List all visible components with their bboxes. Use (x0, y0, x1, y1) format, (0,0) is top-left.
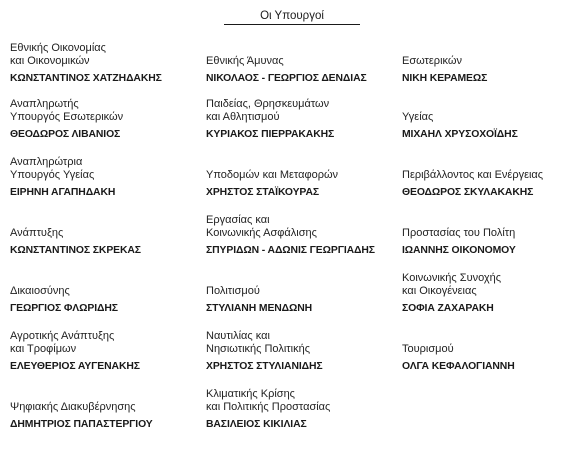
ministry-title-line: Κοινωνικής Συνοχής (402, 272, 502, 284)
ministry-title-line: Κοινωνικής Ασφάλισης (206, 227, 317, 239)
minister-entry (402, 169, 566, 199)
ministry-title-line: Εργασίας και (206, 214, 270, 226)
ministry-title (206, 169, 386, 182)
ministry-title-line: Ψηφιακής Διακυβέρνησης (10, 401, 136, 413)
minister-entry (10, 156, 190, 199)
ministry-title (206, 98, 386, 124)
minister-entry (10, 42, 190, 85)
ministry-title-line: Αναπληρώτρια (10, 156, 83, 168)
minister-name: ΓΕΩΡΓΙΟΣ ΦΛΩΡΙΔΗΣ (10, 303, 118, 314)
minister-name: ΘΕΟΔΩΡΟΣ ΣΚΥΛΑΚΑΚΗΣ (402, 187, 534, 198)
ministry-title-line: και Τροφίμων (10, 343, 77, 355)
minister-entry (10, 227, 190, 257)
minister-entry (10, 401, 190, 431)
ministry-title-line: Κλιματικής Κρίσης (206, 388, 295, 400)
ministry-title (402, 55, 566, 68)
ministry-title (10, 285, 190, 298)
ministry-title-line: Νησιωτικής Πολιτικής (206, 343, 310, 355)
minister-entry (206, 169, 386, 199)
ministry-title-line: Περιβάλλοντος και Ενέργειας (402, 169, 544, 181)
ministry-title (10, 227, 190, 240)
minister-name: ΕΙΡΗΝΗ ΑΓΑΠΗΔΑΚΗ (10, 187, 116, 198)
ministry-title (10, 42, 190, 68)
minister-name: ΣΤΥΛΙΑΝΗ ΜΕΝΔΩΝΗ (206, 303, 313, 314)
ministry-title (206, 330, 386, 356)
minister-name: ΕΛΕΥΘΕΡΙΟΣ ΑΥΓΕΝΑΚΗΣ (10, 361, 140, 372)
ministry-title-line: και Οικογένειας (402, 285, 477, 297)
minister-entry (10, 285, 190, 315)
minister-entry (402, 227, 566, 257)
minister-entry (206, 388, 386, 431)
ministry-title-line: Υποδομών και Μεταφορών (206, 169, 339, 181)
ministry-title (206, 55, 386, 68)
ministry-title (402, 227, 566, 240)
ministry-title-line: Πολιτισμού (206, 285, 260, 297)
page-heading: Οι Υπουργοί (224, 9, 360, 25)
ministry-title-line: Υπουργός Υγείας (10, 169, 95, 181)
minister-name: ΔΗΜΗΤΡΙΟΣ ΠΑΠΑΣΤΕΡΓΙΟΥ (10, 419, 153, 430)
ministry-title-line: Εθνικής Οικονομίας (10, 42, 106, 54)
minister-name: ΚΩΝΣΤΑΝΤΙΝΟΣ ΣΚΡΕΚΑΣ (10, 245, 141, 256)
ministry-title-line: Εσωτερικών (402, 55, 462, 67)
ministry-title (10, 330, 190, 356)
minister-name: ΧΡΗΣΤΟΣ ΣΤΑΪΚΟΥΡΑΣ (206, 187, 320, 198)
minister-entry (402, 343, 566, 373)
ministry-title (10, 98, 190, 124)
minister-entry (402, 111, 566, 141)
minister-name: ΒΑΣΙΛΕΙΟΣ ΚΙΚΙΛΙΑΣ (206, 419, 307, 430)
minister-entry (206, 214, 386, 257)
ministry-title (206, 285, 386, 298)
minister-name: ΧΡΗΣΤΟΣ ΣΤΥΛΙΑΝΙΔΗΣ (206, 361, 323, 372)
ministry-title-line: Ανάπτυξης (10, 227, 64, 239)
ministry-title (402, 169, 566, 182)
minister-name: ΚΩΝΣΤΑΝΤΙΝΟΣ ΧΑΤΖΗΔΑΚΗΣ (10, 73, 162, 84)
minister-name: ΚΥΡΙΑΚΟΣ ΠΙΕΡΡΑΚΑΚΗΣ (206, 129, 335, 140)
ministry-title (10, 401, 190, 414)
ministry-title-line: Υγείας (402, 111, 434, 123)
minister-name: ΝΙΚΟΛΑΟΣ - ΓΕΩΡΓΙΟΣ ΔΕΝΔΙΑΣ (206, 73, 367, 84)
ministry-title-line: και Αθλητισμού (206, 111, 280, 123)
minister-entry (10, 98, 190, 141)
minister-entry (402, 55, 566, 85)
ministry-title-line: Εθνικής Άμυνας (206, 55, 284, 67)
ministry-title-line: Ναυτιλίας και (206, 330, 270, 342)
minister-name: ΙΩΑΝΝΗΣ ΟΙΚΟΝΟΜΟΥ (402, 245, 516, 256)
minister-name: ΜΙΧΑΗΛ ΧΡΥΣΟΧΟΪΔΗΣ (402, 129, 518, 140)
minister-entry (10, 330, 190, 373)
ministry-title-line: Αναπληρωτής (10, 98, 79, 110)
minister-entry (206, 285, 386, 315)
minister-name: ΣΟΦΙΑ ΖΑΧΑΡΑΚΗ (402, 303, 494, 314)
minister-name: ΘΕΟΔΩΡΟΣ ΛΙΒΑΝΙΟΣ (10, 129, 121, 140)
ministry-title (402, 343, 566, 356)
ministry-title-line: Τουρισμού (402, 343, 454, 355)
ministry-title (206, 388, 386, 414)
ministry-title (206, 214, 386, 240)
ministry-title-line: και Οικονομικών (10, 55, 90, 67)
ministry-title-line: Προστασίας του Πολίτη (402, 227, 516, 239)
ministry-title-line: Υπουργός Εσωτερικών (10, 111, 124, 123)
minister-name: ΣΠΥΡΙΔΩΝ - ΑΔΩΝΙΣ ΓΕΩΡΓΙΑΔΗΣ (206, 245, 375, 256)
minister-entry (402, 272, 566, 315)
ministry-title-line: Παιδείας, Θρησκευμάτων (206, 98, 330, 110)
minister-name: ΟΛΓΑ ΚΕΦΑΛΟΓΙΑΝΝΗ (402, 361, 515, 372)
minister-name: ΝΙΚΗ ΚΕΡΑΜΕΩΣ (402, 73, 488, 84)
ministry-title (10, 156, 190, 182)
ministry-title-line: Δικαιοσύνης (10, 285, 70, 297)
minister-entry (206, 55, 386, 85)
ministry-title-line: και Πολιτικής Προστασίας (206, 401, 331, 413)
minister-entry (206, 98, 386, 141)
ministry-title-line: Αγροτικής Ανάπτυξης (10, 330, 115, 342)
minister-entry (206, 330, 386, 373)
ministry-title (402, 111, 566, 124)
ministry-title (402, 272, 566, 298)
